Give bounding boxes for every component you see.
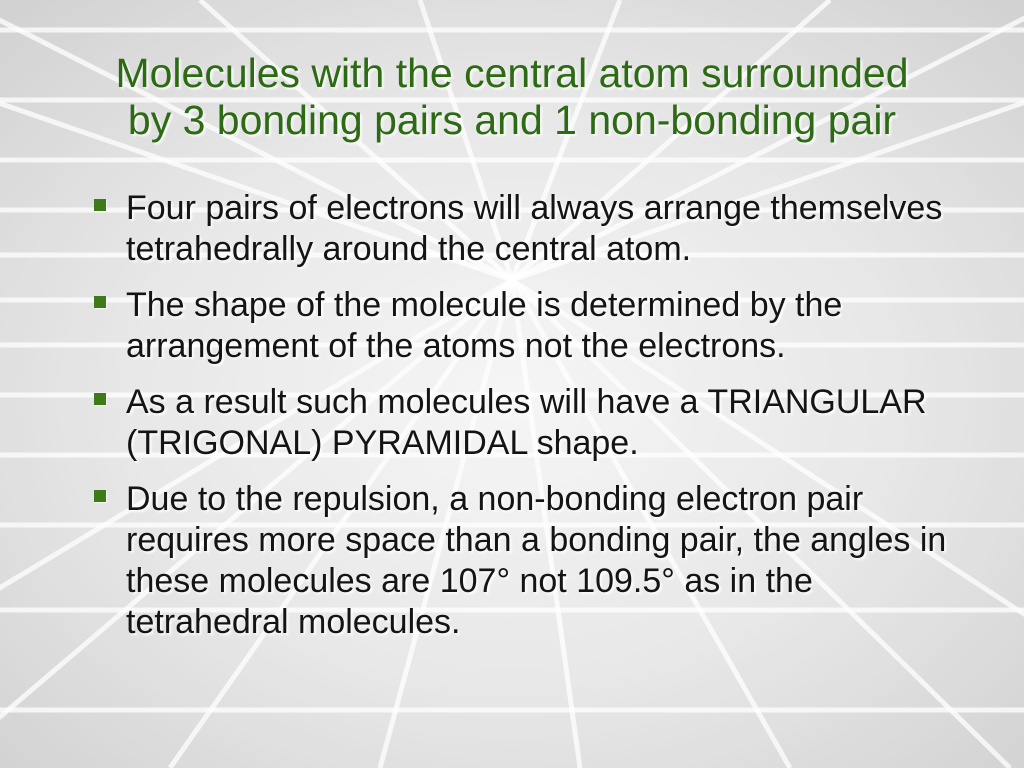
- title-line-2: by 3 bonding pairs and 1 non-bonding pair: [127, 97, 897, 143]
- square-bullet-icon: [94, 490, 106, 502]
- bullet-text: Due to the repulsion, a non-bonding electron pair requires more space than a bonding pair, the angles in these molecules are 107° not 109.5° as in the tetrahedral molecules.: [126, 480, 947, 641]
- bullet-text: The shape of the molecule is determined by the arrangement of the atoms not the electrons.: [126, 286, 843, 365]
- title-line-1: Molecules with the central atom surrounded: [115, 50, 909, 96]
- square-bullet-icon: [94, 199, 106, 211]
- bullet-item: [92, 285, 952, 367]
- bullet-list: [92, 188, 952, 658]
- bullet-text: Four pairs of electrons will always arrange themselves tetrahedrally around the central atom.: [126, 189, 943, 268]
- bullet-item: [92, 479, 952, 643]
- slide-title: [40, 50, 984, 144]
- square-bullet-icon: [94, 296, 106, 308]
- bullet-item: [92, 382, 952, 464]
- bullet-item: [92, 188, 952, 270]
- bullet-text: As a result such molecules will have a TRIANGULAR (TRIGONAL) PYRAMIDAL shape.: [126, 383, 927, 462]
- square-bullet-icon: [94, 393, 106, 405]
